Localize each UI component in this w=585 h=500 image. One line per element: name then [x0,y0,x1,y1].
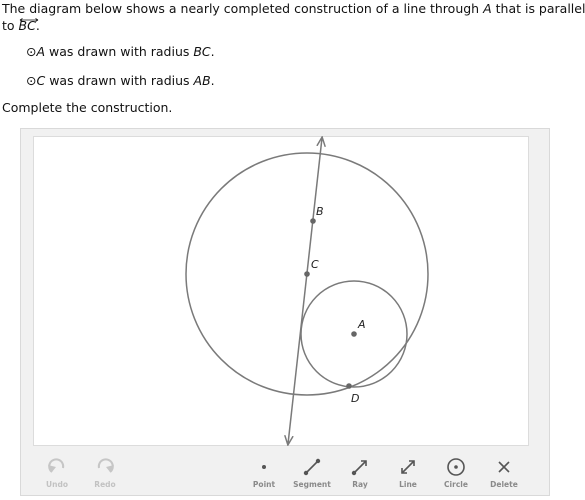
circle-label: Circle [444,480,468,489]
line-label: Line [399,480,417,489]
ray-label: Ray [352,480,368,489]
point-tool-button[interactable] [240,456,288,496]
redo-label: Redo [94,480,116,489]
line-tool-button[interactable] [384,456,432,496]
prompt-text: to [2,18,19,33]
circle-symbol-icon: ⊙ [26,73,37,88]
delete-icon [480,456,528,478]
task-instruction: Complete the construction. [2,100,173,115]
point-icon [240,456,288,478]
point-a-label: A [358,318,366,331]
line-bc[interactable] [288,138,322,444]
point-a[interactable] [351,331,357,337]
prompt-period: . [35,18,40,33]
redo-button[interactable] [81,456,129,496]
radius-name: BC [193,44,211,59]
ray-icon [336,456,384,478]
segment-label: Segment [293,480,331,489]
circle-center: C [36,73,46,88]
point-c-label: C [311,258,319,271]
given-text: was drawn with radius [45,73,194,88]
delete-tool-button[interactable] [480,456,528,496]
circle-icon [432,456,480,478]
point-label: Point [252,480,276,489]
prompt-point-a: A [483,1,492,16]
prompt-text-end: that is parallel [491,1,585,16]
delete-label: Delete [490,480,518,489]
circle-symbol-icon: ⊙ [26,44,37,59]
point-d[interactable] [346,383,352,389]
undo-label: Undo [46,480,68,489]
segment-name: BC [18,18,36,33]
undo-icon [33,456,81,478]
prompt-text: The diagram below shows a nearly completed construction of a line through [2,1,484,16]
given-end: . [210,44,215,59]
point-c[interactable] [304,271,310,277]
ray-tool-button[interactable] [336,456,384,496]
circle-center: A [36,44,46,59]
point-d-label: D [351,392,360,405]
segment-icon [288,456,336,478]
line-icon [384,456,432,478]
segment-tool-button[interactable] [288,456,336,496]
redo-icon [81,456,129,478]
given-text: was drawn with radius [45,44,194,59]
point-b[interactable] [310,218,316,224]
circle-tool-button[interactable] [432,456,480,496]
undo-button[interactable] [33,456,81,496]
given-end: . [210,73,215,88]
radius-name: AB [193,73,211,88]
point-b-label: B [316,205,324,218]
